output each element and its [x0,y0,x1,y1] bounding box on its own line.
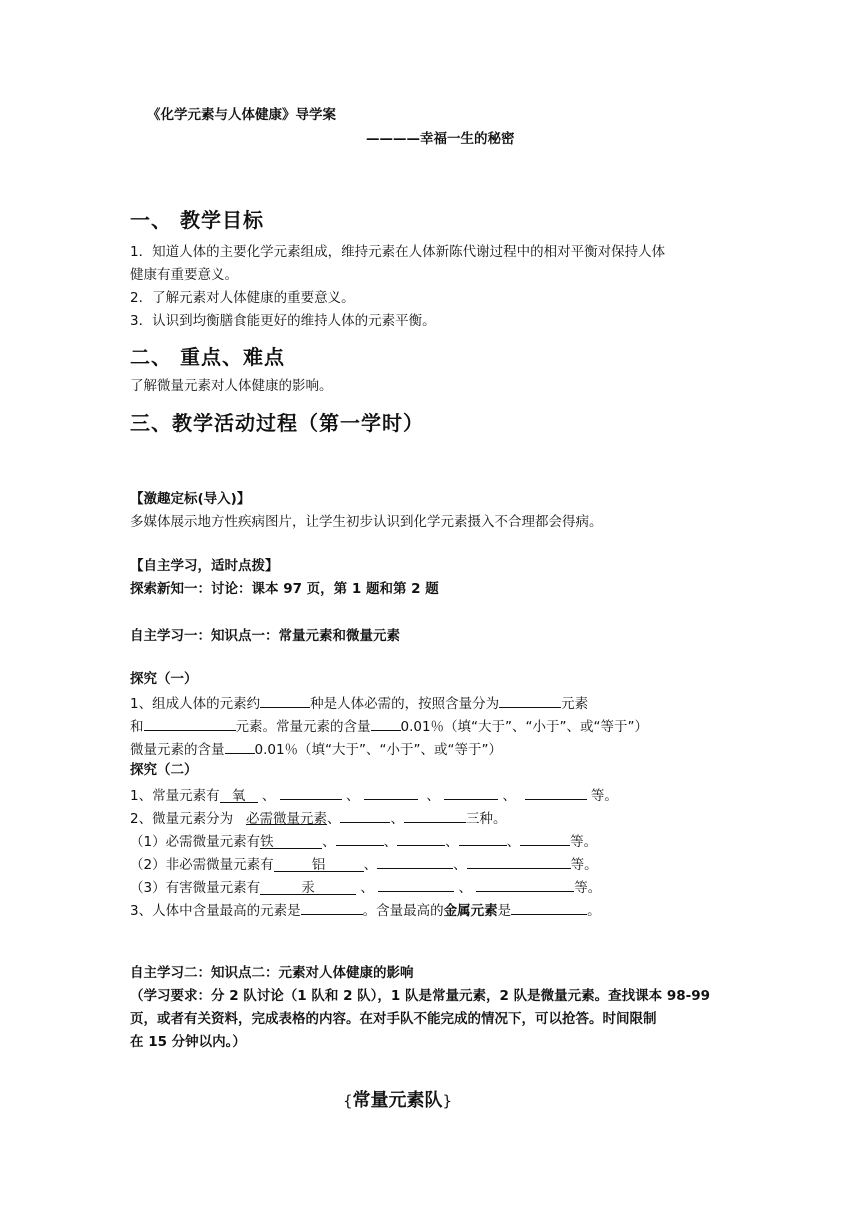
explore-two-line-3 [130,830,597,851]
blank-field-filled[interactable]: 氧 [220,787,258,803]
blank-field-filled[interactable]: 必需微量元素 [245,811,327,827]
explore-two-line-4 [130,853,598,874]
line-text: 和 [130,719,144,735]
line-text: 等。 [574,880,602,896]
blank-field[interactable] [476,876,574,892]
line-text: 1、组成人体的元素约 [130,696,261,712]
explore-two-line-5 [130,876,601,897]
separator: 、 [360,880,374,896]
line-text: 2、微量元素分为 [130,811,234,827]
topic-two-heading: 自主学习二：知识点二：元素对人体健康的影响 [130,965,414,981]
objective-item: 2．了解元素对人体健康的重要意义。 [130,290,355,306]
separator: 、 [445,834,459,850]
blank-field[interactable] [378,876,454,892]
separator: 、 [426,788,440,804]
explore-one-line-1 [130,692,588,713]
blank-field[interactable] [525,784,587,800]
line-text: 。 [587,903,601,919]
blank-field[interactable] [511,899,587,915]
blank-field[interactable] [467,853,571,869]
line-text: 1、常量元素有 [130,788,220,804]
team-heading [343,1086,452,1112]
blank-field[interactable] [340,807,390,823]
explore-one-heading: 探究（一） [130,671,198,687]
blank-field[interactable] [225,738,255,754]
blank-field[interactable] [336,830,384,846]
section-heading-key-points: 二、 重点、难点 [130,345,285,369]
blank-field[interactable] [520,830,570,846]
separator: 、 [506,834,521,850]
explore-new-knowledge: 探索新知一：讨论：课本 97 页，第 1 题和第 2 题 [130,581,439,597]
requirement-line: （学习要求：分 2 队讨论（1 队和 2 队），1 队是常量元素，2 队是微量元素。查找课本 98-99 [130,988,710,1004]
line-text: （2）非必需微量元素有 [130,857,274,873]
separator: 、 [363,857,378,873]
line-text: 3、人体中含量最高的元素是 [130,903,301,919]
page-title: 《化学元素与人体健康》导学案 [147,107,336,123]
explore-two-line-6 [130,899,601,920]
explore-two-line-2 [130,807,506,828]
line-text: 等。 [590,788,618,804]
separator: 、 [345,788,360,804]
blank-field[interactable] [444,784,498,800]
blank-field[interactable] [371,715,401,731]
line-text: 是 [497,903,512,919]
blank-field[interactable] [459,830,507,846]
blank-field[interactable] [404,807,466,823]
explore-two-line-1 [130,784,618,805]
line-text: 元素 [561,696,589,712]
blank-field[interactable] [280,784,342,800]
line-text: 等。 [570,857,598,873]
intro-text: 多媒体展示地方性疾病图片，让学生初步认识到化学元素摄入不合理都会得病。 [130,514,603,530]
separator: 、 [390,811,404,827]
section-heading-objectives: 一、 教学目标 [130,208,264,232]
line-text: 0.01％（填“大于”、“小于”、或“等于”） [254,742,503,758]
objective-item: 健康有重要意义。 [130,267,238,283]
separator: 、 [502,788,516,804]
brace-close: } [442,1092,453,1110]
blank-field-filled[interactable]: 汞 [260,879,356,895]
blank-field[interactable] [144,715,236,731]
team-label: 常量元素队 [352,1090,443,1111]
blank-field[interactable] [499,692,561,708]
blank-field[interactable] [260,692,310,708]
topic-one-heading: 自主学习一：知识点一：常量元素和微量元素 [130,628,400,644]
line-text: （1）必需微量元素有 [130,834,261,850]
separator: 、 [453,857,467,873]
requirement-line: 在 15 分钟以内。） [130,1034,246,1050]
separator: 、 [322,834,336,850]
line-text: 三种。 [465,811,507,827]
separator: 、 [261,788,276,804]
blank-field[interactable] [301,899,363,915]
objective-item: 1．知道人体的主要化学元素组成，维持元素在人体新陈代谢过程中的相对平衡对保持人体 [130,244,666,260]
blank-field-filled[interactable]: 铝 [274,856,364,872]
line-text: 0.01％（填“大于”、“小于”、或“等于”） [400,719,649,735]
blank-field[interactable] [397,830,445,846]
requirement-line: 页，或者有关资料，完成表格的内容。在对手队不能完成的情况下，可以抢答。时间限制 [130,1011,657,1027]
intro-label: 【激趣定标(导入)】 [130,491,251,507]
objective-item: 3．认识到均衡膳食能更好的维持人体的元素平衡。 [130,313,436,329]
explore-one-line-2 [130,715,648,736]
self-study-label: 【自主学习，适时点拨】 [130,558,279,574]
emphasis-text: 金属元素 [443,903,498,919]
line-text: 。含量最高的 [362,903,444,919]
page-subtitle: ————幸福一生的秘密 [366,131,515,147]
line-text: 元素。常量元素的含量 [235,719,371,735]
blank-field[interactable] [377,853,453,869]
line-text: 种是人体必需的，按照含量分为 [310,696,500,712]
separator: 、 [383,834,398,850]
blank-field-filled[interactable]: 铁 [260,833,322,849]
line-text: （3）有害微量元素有 [130,880,261,896]
brace-open: { [343,1092,353,1110]
line-text: 等。 [570,834,598,850]
blank-field[interactable] [364,784,418,800]
line-text: 微量元素的含量 [130,742,225,758]
explore-one-line-3 [130,738,502,759]
key-points-text: 了解微量元素对人体健康的影响。 [130,378,333,394]
section-heading-process: 三、教学活动过程（第一学时） [130,411,424,435]
separator: 、 [326,811,341,827]
explore-two-heading: 探究（二） [130,762,198,778]
separator: 、 [458,880,472,896]
